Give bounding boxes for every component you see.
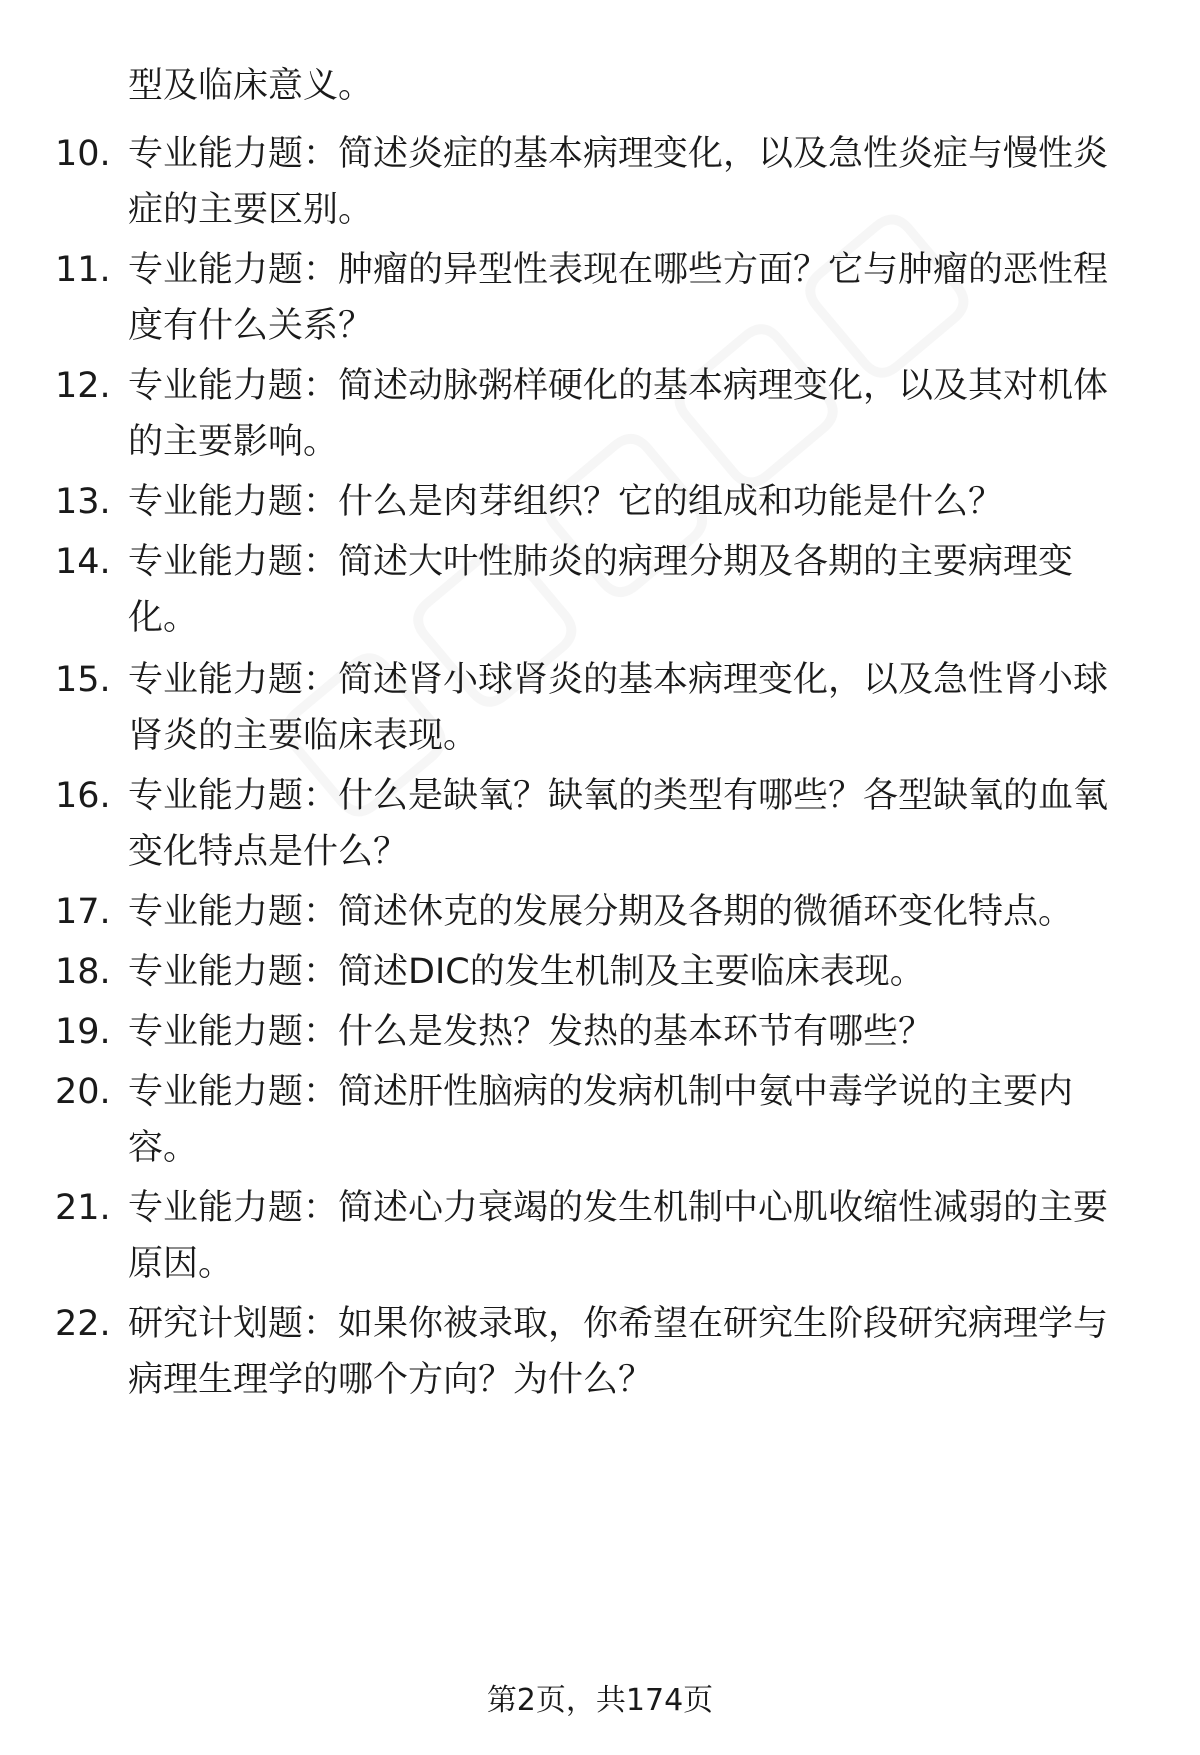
item-number: 10. — [55, 134, 111, 174]
item-text: 专业能力题：简述动脉粥样硬化的基本病理变化，以及其对机体的主要影响。 — [128, 366, 1109, 462]
item-number: 19. — [55, 1012, 111, 1052]
item-number: 17. — [55, 892, 111, 932]
item-number: 13. — [55, 482, 111, 522]
item-number: 12. — [55, 366, 111, 406]
item-text: 专业能力题：简述心力衰竭的发生机制中心肌收缩性减弱的主要原因。 — [128, 1188, 1109, 1284]
item-number: 15. — [55, 660, 111, 700]
item-number: 20. — [55, 1072, 111, 1112]
item-text: 专业能力题：简述肝性脑病的发病机制中氨中毒学说的主要内容。 — [128, 1072, 1074, 1168]
item-text: 专业能力题：什么是肉芽组织？它的组成和功能是什么？ — [128, 482, 1004, 522]
item-number: 14. — [55, 542, 111, 582]
item-text: 专业能力题：肿瘤的异型性表现在哪些方面？它与肿瘤的恶性程度有什么关系？ — [128, 250, 1109, 346]
item-text: 专业能力题：简述休克的发展分期及各期的微循环变化特点。 — [128, 892, 1074, 932]
item-text: 研究计划题：如果你被录取，你希望在研究生阶段研究病理学与病理生理学的哪个方向？为什么？ — [128, 1304, 1109, 1400]
item-text: 专业能力题：什么是缺氧？缺氧的类型有哪些？各型缺氧的血氧变化特点是什么？ — [128, 776, 1109, 872]
item-text: 专业能力题：简述大叶性肺炎的病理分期及各期的主要病理变化。 — [128, 542, 1074, 638]
item-number: 11. — [55, 250, 111, 290]
item-number: 18. — [55, 952, 111, 992]
item-text: 专业能力题：简述DIC的发生机制及主要临床表现。 — [128, 952, 925, 992]
item-number: 16. — [55, 776, 111, 816]
item-number: 21. — [55, 1188, 111, 1228]
item-text: 专业能力题：简述炎症的基本病理变化，以及急性炎症与慢性炎症的主要区别。 — [128, 134, 1109, 230]
page-number-footer: 第2页，共174页 — [486, 1683, 714, 1718]
item-text: 专业能力题：什么是发热？发热的基本环节有哪些？ — [128, 1012, 934, 1052]
item-text: 专业能力题：简述肾小球肾炎的基本病理变化，以及急性肾小球肾炎的主要临床表现。 — [128, 660, 1109, 756]
continuation-text: 型及临床意义。 — [128, 66, 374, 106]
item-number: 22. — [55, 1304, 111, 1344]
